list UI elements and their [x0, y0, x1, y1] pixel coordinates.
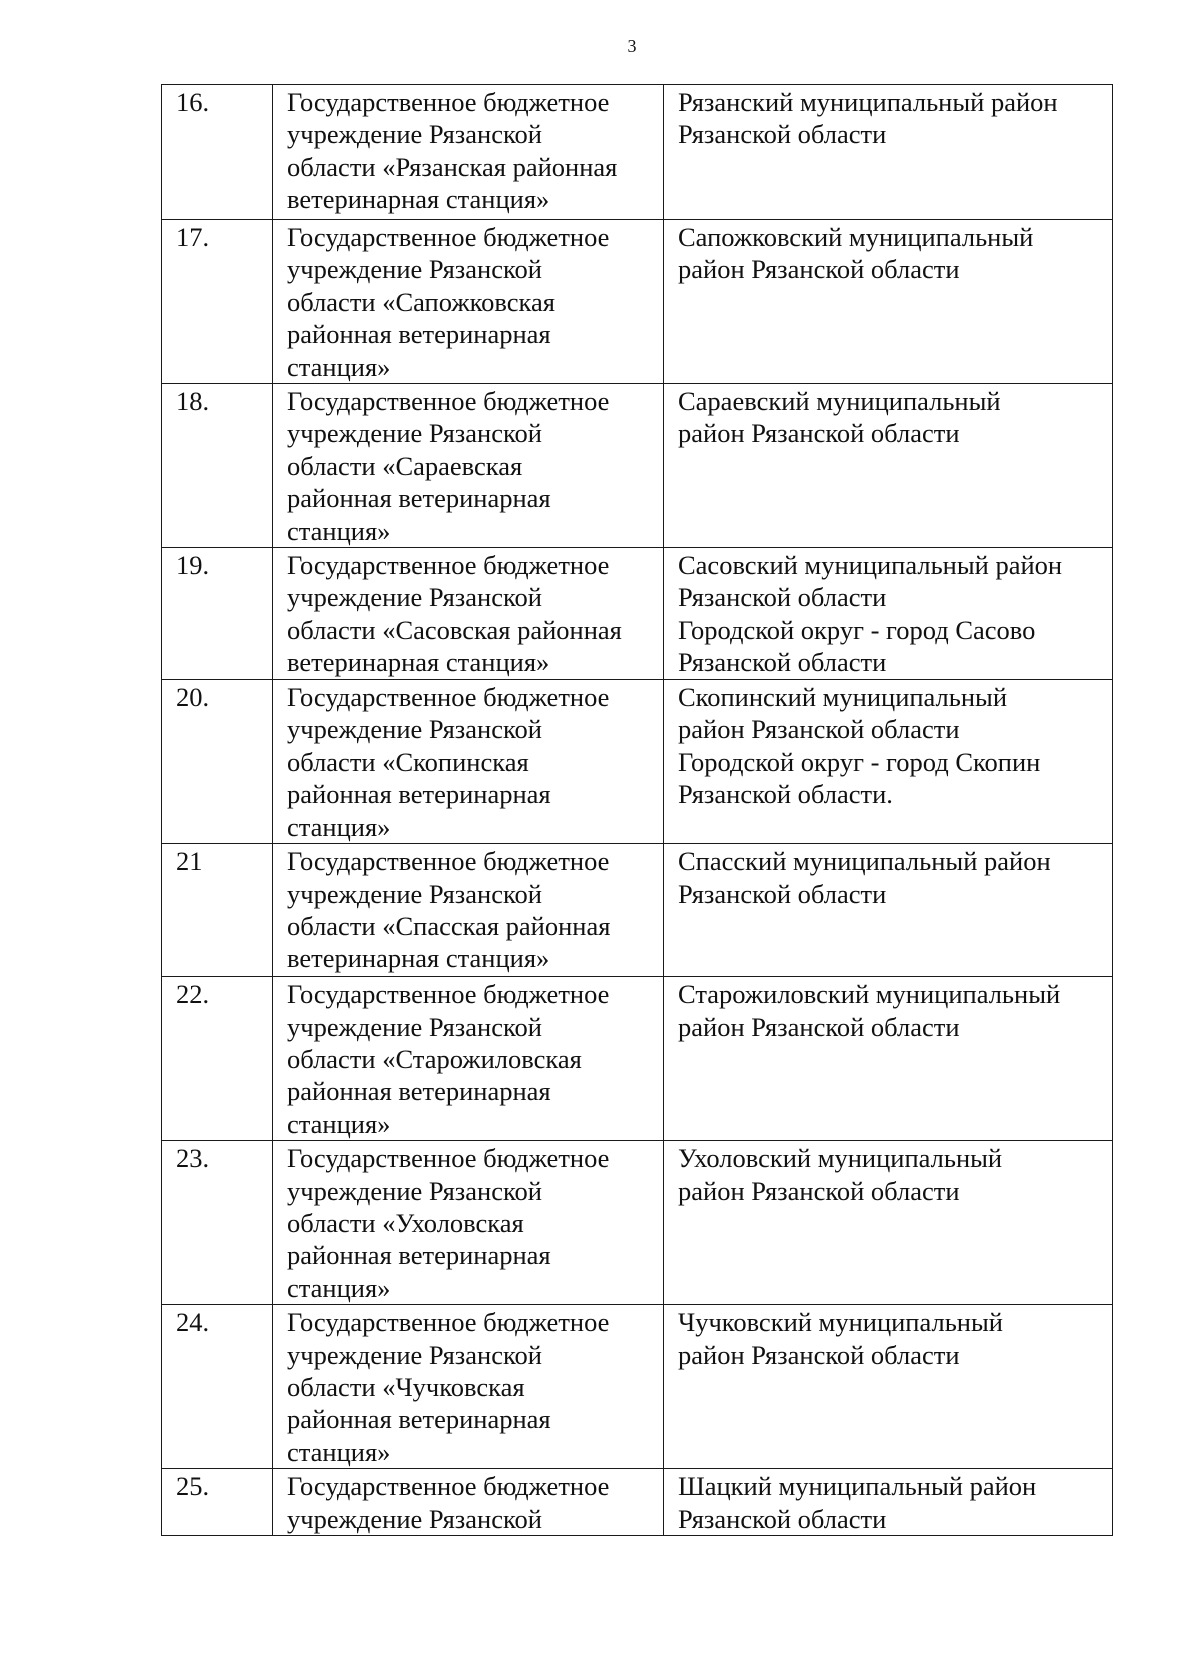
organization-name: Государственное бюджетное учреждение Рязанской области «Сапожковская районная ветеринарная станция» — [287, 222, 610, 382]
row-number: 17. — [176, 222, 210, 252]
district-name: Скопинский муниципальный район Рязанской области Городской округ - город Скопин Рязанской области. — [678, 682, 1041, 810]
table-row — [162, 844, 1113, 977]
row-number-cell — [162, 1141, 273, 1305]
organization-cell — [273, 384, 664, 548]
table-row — [162, 680, 1113, 844]
district-cell — [664, 1469, 1113, 1536]
district-cell — [664, 1141, 1113, 1305]
organization-cell — [273, 1469, 664, 1536]
organization-cell — [273, 977, 664, 1141]
district-cell — [664, 680, 1113, 844]
organization-name: Государственное бюджетное учреждение Рязанской области «Спасская районная ветеринарная станция» — [287, 846, 611, 974]
district-cell — [664, 844, 1113, 977]
organization-name: Государственное бюджетное учреждение Рязанской — [287, 1471, 610, 1534]
district-name: Спасский муниципальный район Рязанской области — [678, 846, 1051, 909]
row-number-cell — [162, 85, 273, 220]
table-row — [162, 548, 1113, 680]
row-number: 21 — [176, 846, 203, 877]
organization-name: Государственное бюджетное учреждение Рязанской области «Сасовская районная ветеринарная станция» — [287, 550, 622, 678]
row-number-cell — [162, 384, 273, 548]
district-name: Сараевский муниципальный район Рязанской области — [678, 386, 1001, 449]
organization-name: Государственное бюджетное учреждение Рязанской области «Чучковская районная ветеринарная станция» — [287, 1307, 610, 1467]
district-cell — [664, 85, 1113, 220]
table-row — [162, 977, 1113, 1141]
row-number-cell — [162, 548, 273, 680]
organization-cell — [273, 680, 664, 844]
organization-name: Государственное бюджетное учреждение Рязанской области «Старожиловская районная ветеринарная станция» — [287, 979, 610, 1139]
district-cell — [664, 384, 1113, 548]
organization-name: Государственное бюджетное учреждение Рязанской области «Ухоловская районная ветеринарная станция» — [287, 1143, 610, 1303]
row-number: 20. — [176, 682, 210, 713]
organization-cell — [273, 1141, 664, 1305]
table-row — [162, 1305, 1113, 1469]
veterinary-stations-table — [161, 84, 1113, 1536]
district-cell — [664, 977, 1113, 1141]
organization-cell — [273, 548, 664, 680]
table-row — [162, 1469, 1113, 1536]
organization-cell — [273, 220, 664, 384]
row-number-cell — [162, 1305, 273, 1469]
row-number: 25. — [176, 1471, 210, 1502]
district-name: Старожиловский муниципальный район Рязанской области — [678, 979, 1061, 1042]
table-row — [162, 384, 1113, 548]
table-row — [162, 1141, 1113, 1305]
table-row — [162, 220, 1113, 384]
district-name: Шацкий муниципальный район Рязанской области — [678, 1471, 1037, 1534]
page-number: 3 — [627, 36, 637, 56]
row-number: 18. — [176, 386, 210, 417]
organization-cell — [273, 844, 664, 977]
row-number-cell — [162, 977, 273, 1141]
district-cell — [664, 1305, 1113, 1469]
row-number: 22. — [176, 979, 210, 1010]
row-number-cell — [162, 220, 273, 384]
organization-name: Государственное бюджетное учреждение Рязанской области «Сараевская районная ветеринарная станция» — [287, 386, 610, 546]
district-name: Чучковский муниципальный район Рязанской области — [678, 1307, 1003, 1370]
row-number-cell — [162, 680, 273, 844]
district-name: Ухоловский муниципальный район Рязанской области — [678, 1143, 1003, 1206]
organization-name: Государственное бюджетное учреждение Рязанской области «Рязанская районная ветеринарная станция» — [287, 87, 618, 215]
row-number: 19. — [176, 550, 210, 581]
district-cell — [664, 220, 1113, 384]
district-name: Рязанский муниципальный район Рязанской области — [678, 87, 1058, 150]
row-number: 16. — [176, 87, 210, 117]
row-number: 24. — [176, 1307, 210, 1338]
table-row — [162, 85, 1113, 220]
row-number: 23. — [176, 1143, 210, 1174]
row-number-cell — [162, 1469, 273, 1536]
district-cell — [664, 548, 1113, 680]
organization-cell — [273, 85, 664, 220]
organization-cell — [273, 1305, 664, 1469]
row-number-cell — [162, 844, 273, 977]
organization-name: Государственное бюджетное учреждение Рязанской области «Скопинская районная ветеринарная станция» — [287, 682, 610, 842]
district-name: Сасовский муниципальный район Рязанской области Городской округ - город Сасово Рязанской области — [678, 550, 1063, 678]
district-name: Сапожковский муниципальный район Рязанской области — [678, 222, 1034, 285]
